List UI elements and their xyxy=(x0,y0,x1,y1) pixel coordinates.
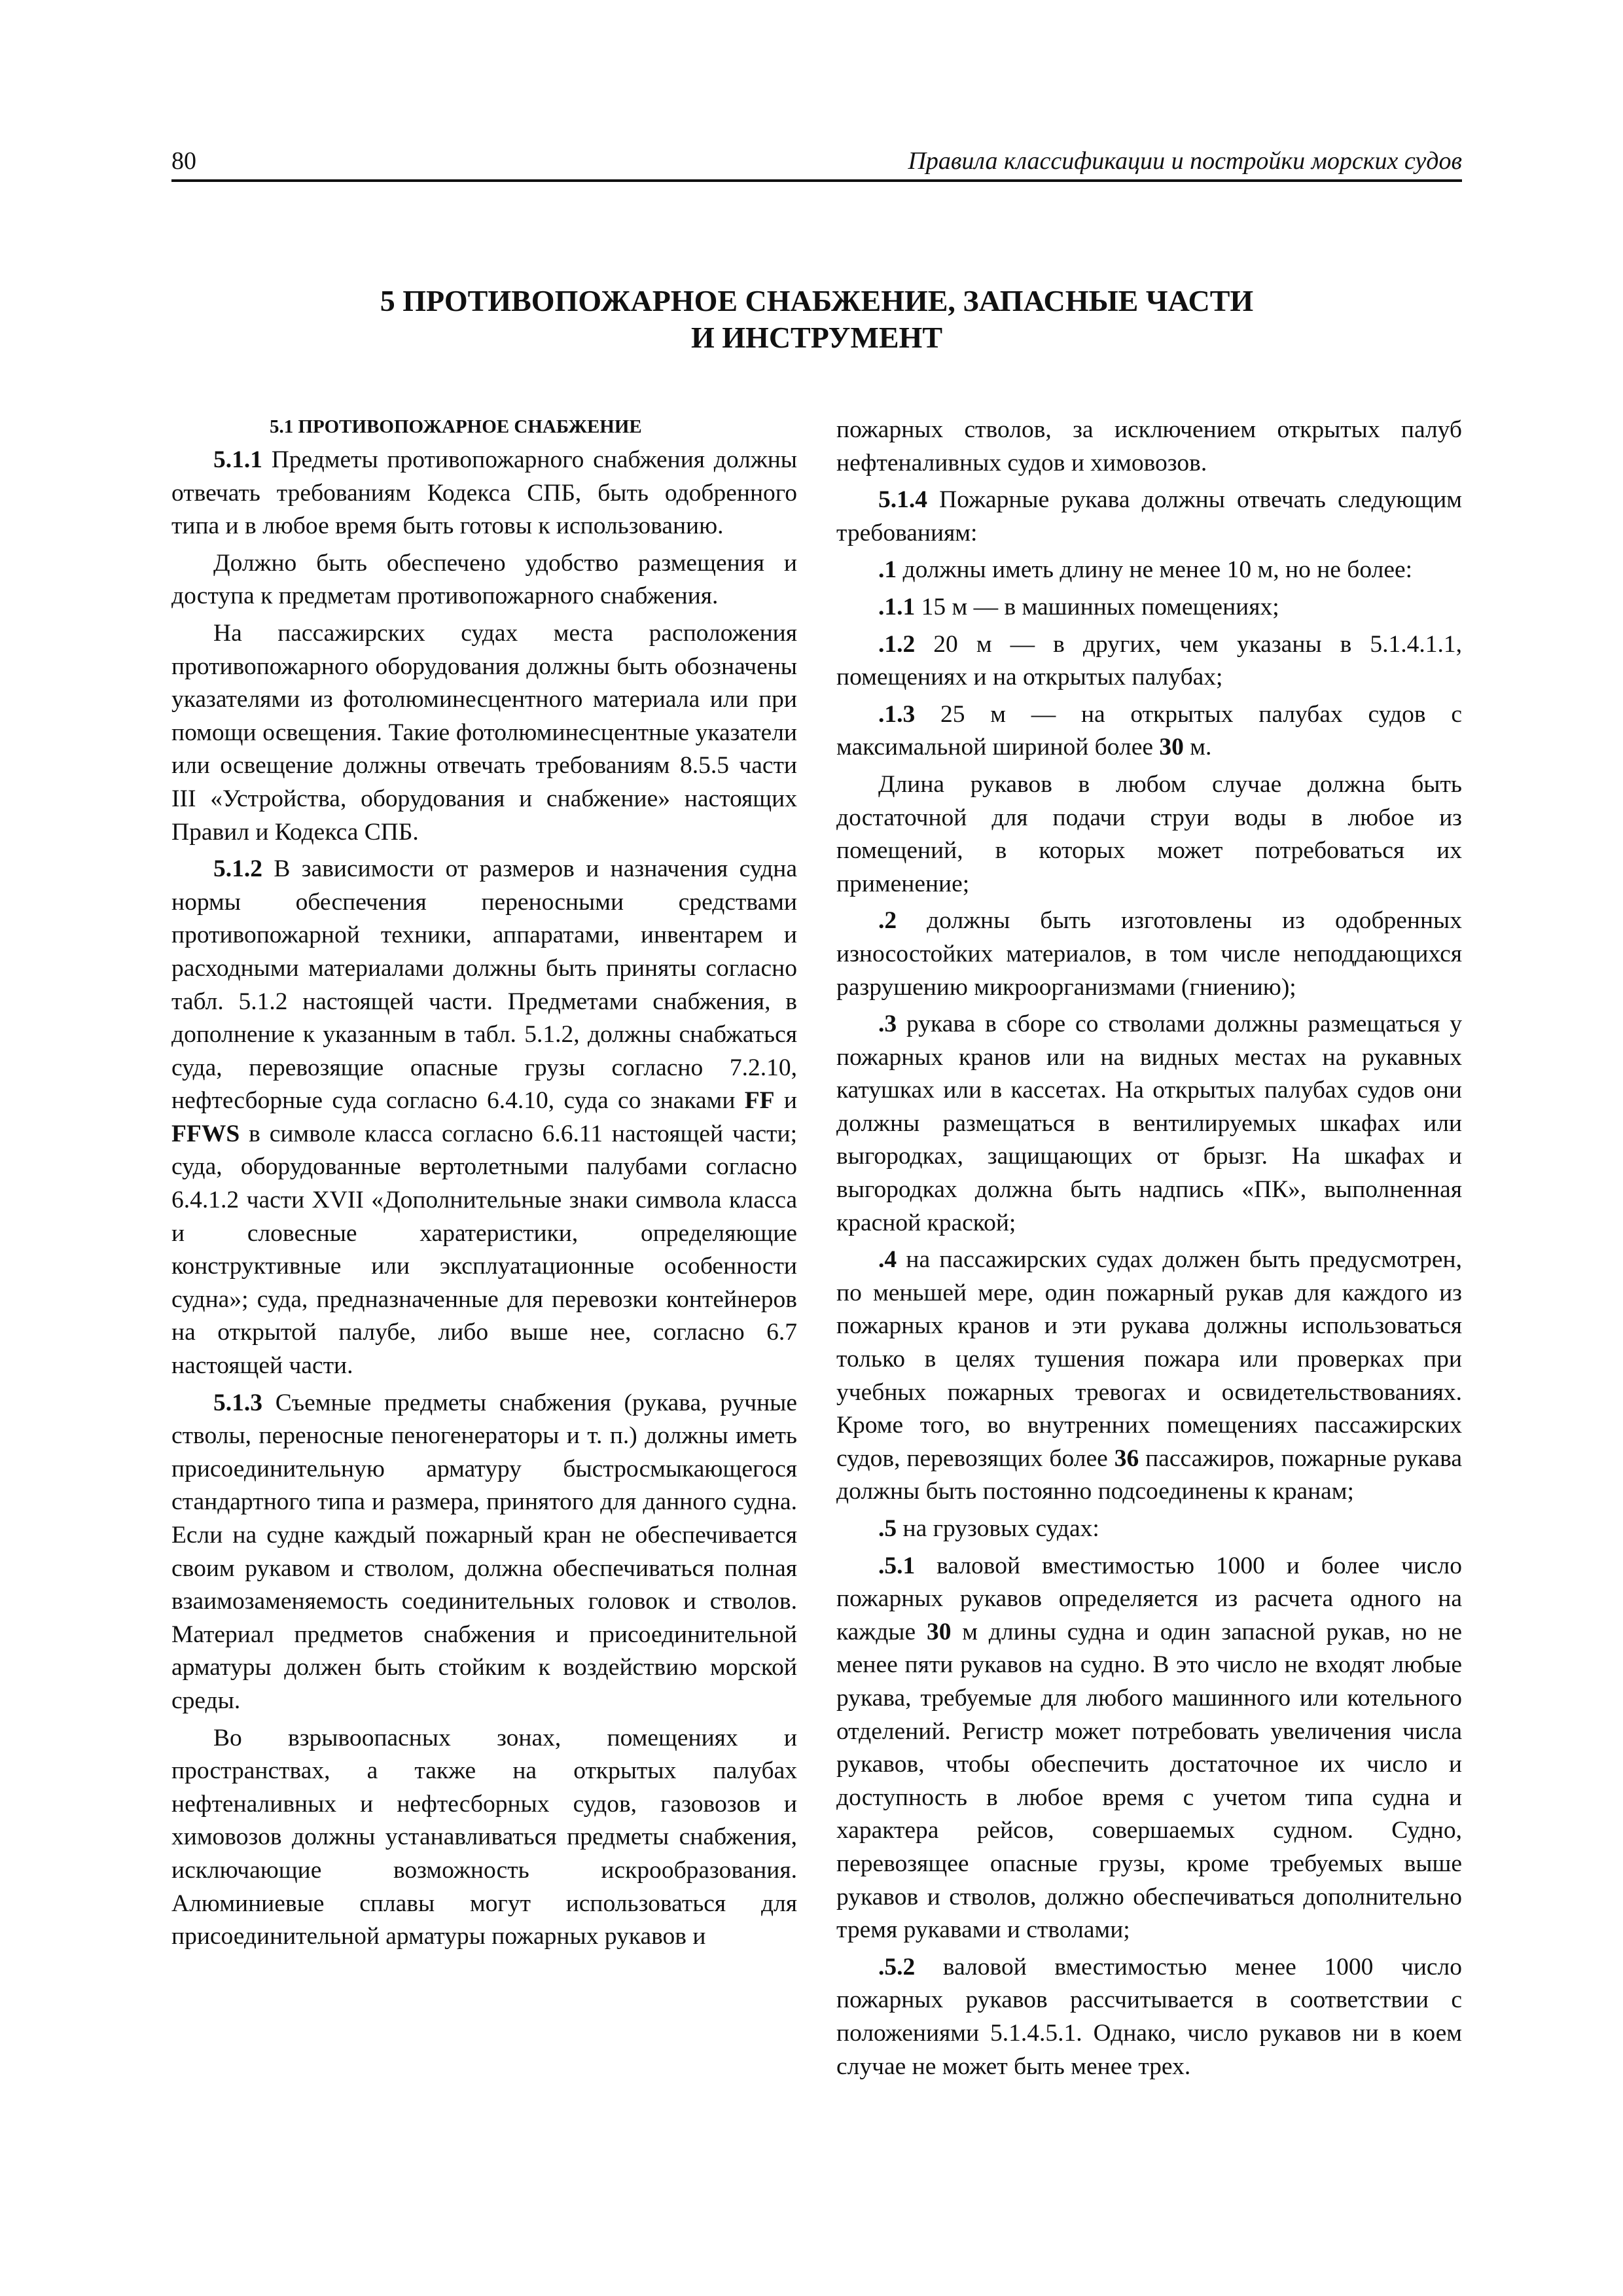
list-item xyxy=(836,905,1462,1004)
paragraph-text: Пожарные рукава должны отвечать следующим требованиям: xyxy=(836,486,1462,547)
item-number: .1.2 xyxy=(878,630,916,658)
paragraph-text: В зависимости от размеров и назначения судна нормы обеспечения переносными средствами противопожарной техники, аппаратами, инвентарем и расходными материалами должны быть приняты согласно табл. 5.1.2 настоящей части. Предметами снабжения, в дополнение к указанным в табл. 5.1.2, должны снабжаться суда, перевозящие опасные грузы согласно 7.2.10, нефтесборные суда согласно 6.4.10, суда со знаками xyxy=(171,855,797,1115)
item-text: валовой вместимостью менее 1000 число пожарных рукавов рассчитывается в соответствии с положениями 5.1.4.5.1. Однако, число рукавов ни в коем случае не может быть менее трех. xyxy=(836,1953,1462,2080)
item-text: рукава в сборе со стволами должны размещаться у пожарных кранов или на видных местах на рукавных катушках или в кассетах. На открытых палубах судов они должны размещаться в вентилируемых шкафах или выгородках, защищающих от брызг. На шкафах и выгородках должна быть надпись «ПК», выполненная красной краской; xyxy=(836,1011,1462,1236)
list-item xyxy=(836,1550,1462,1947)
paragraph: Должно быть обеспечено удобство размещения и доступа к предметам противопожарного снабжения. xyxy=(171,549,797,610)
list-item xyxy=(836,1951,1462,2083)
chapter-title-line-1: 5 ПРОТИВОПОЖАРНОЕ СНАБЖЕНИЕ, ЗАПАСНЫЕ ЧАСТИ xyxy=(380,284,1254,317)
list-item xyxy=(836,554,1462,587)
clause-number: 5.1.1 xyxy=(213,446,262,473)
section-heading: 5.1 ПРОТИВОПОЖАРНОЕ СНАБЖЕНИЕ xyxy=(270,416,642,437)
item-number: .5.2 xyxy=(878,1953,916,1981)
item-number: .4 xyxy=(878,1246,897,1274)
paragraph: Во взрывоопасных зонах, помещениях и пространствах, а также на открытых палубах нефтеналивных и нефтесборных судов, газовозов и химовозов должны устанавливаться предметы снабжения, исключающие возможность искрообразования. Алюминиевые сплавы могут использоваться для присоединительной арматуры пожарных рукавов и xyxy=(171,1724,797,1950)
paragraph-text: в символе класса согласно 6.6.11 настоящей части; суда, оборудованные вертолетными палубами согласно 6.4.1.2 части XVII «Дополнительные знаки символа класса и словесные харатеристики, определяющие конструктивные или эксплуатационные особенности судна»; суда, предназначенные для перевозки контейнеров на открытой палубе, либо выше нее, согласно 6.7 настоящей части. xyxy=(171,1120,797,1380)
item-text: пассажиров, пожарные рукава должны быть постоянно подсоединены к кранам; xyxy=(836,1444,1462,1505)
item-text: м. xyxy=(1183,734,1212,761)
chapter-title xyxy=(171,283,1462,356)
item-value: 36 xyxy=(1114,1444,1139,1472)
item-text: 25 м — на открытых палубах судов с максимальной шириной более xyxy=(836,700,1462,761)
paragraph xyxy=(171,444,797,543)
paragraph-text: и xyxy=(774,1087,797,1115)
class-notation: FFWS xyxy=(171,1120,240,1147)
item-number: .1.3 xyxy=(878,700,916,728)
item-text: должны иметь длину не менее 10 м, но не более: xyxy=(897,556,1413,584)
left-column xyxy=(171,414,797,1958)
clause-number: 5.1.2 xyxy=(213,855,262,883)
paragraph-continuation: пожарных стволов, за исключением открытых палуб нефтеналивных судов и химовозов. xyxy=(836,416,1462,476)
item-text: на пассажирских судах должен быть предусмотрен, по меньшей мере, один пожарный рукав для каждого из пожарных кранов и эти рукава должны использоваться только в целях тушения пожара или проверках при учебных пожарных тревогах и освидетельствованиях. Кроме того, во внутренних помещениях пассажирских судов, перевозящих более xyxy=(836,1246,1462,1472)
item-number: .5 xyxy=(878,1515,897,1542)
item-number: .5.1 xyxy=(878,1552,916,1579)
list-item xyxy=(836,1008,1462,1240)
paragraph xyxy=(171,853,797,1383)
item-text: 15 м — в машинных помещениях; xyxy=(915,593,1279,620)
list-item xyxy=(836,1244,1462,1509)
item-text: м длины судна и один запасной рукав, но не менее пяти рукавов на судно. В это число не входят любые рукава, требуемые для любого машинного или котельного отделений. Регистр может потребовать увеличения числа рукавов, чтобы обеспечить достаточное их число и доступность в любое время с учетом типа судна и характера рейсов, совершаемых судном. Судно, перевозящее опасные грузы, кроме требуемых выше рукавов и стволов, должно обеспечиваться дополнительно тремя рукавами и стволами; xyxy=(836,1618,1462,1944)
list-item xyxy=(836,591,1462,624)
class-notation: FF xyxy=(744,1087,775,1115)
item-number: .3 xyxy=(878,1011,897,1038)
list-item xyxy=(836,698,1462,764)
item-text: 20 м — в других, чем указаны в 5.1.4.1.1, помещениях и на открытых палубах; xyxy=(836,630,1462,691)
paragraph xyxy=(836,484,1462,550)
list-item xyxy=(836,628,1462,694)
page-header xyxy=(171,145,1462,182)
paragraph-text: Съемные предметы снабжения (рукава, ручные стволы, переносные пеногенераторы и т. п.) должны иметь присоединительную арматуру быстросмыкающегося стандартного типа и размера, принятого для данного судна. Если на судне каждый пожарный кран не обеспечивается своим рукавом и стволом, должна обеспечиваться полная взаимозаменяемость соединительных головок и стволов. Материал предметов снабжения и присоединительной арматуры должен быть стойким к воздействию морской среды. xyxy=(171,1389,797,1714)
item-value: 30 xyxy=(1159,734,1184,761)
item-text: на грузовых судах: xyxy=(897,1515,1099,1542)
item-number: .1.1 xyxy=(878,593,916,620)
clause-number: 5.1.3 xyxy=(213,1389,262,1416)
item-number: .2 xyxy=(878,907,897,935)
item-number: .1 xyxy=(878,556,897,584)
page-number: 80 xyxy=(171,147,196,175)
paragraph-text: Предметы противопожарного снабжения должны отвечать требованиям Кодекса СПБ, быть одобренного типа и в любое время быть готовы к использованию. xyxy=(171,446,797,540)
paragraph: Длина рукавов в любом случае должна быть достаточной для подачи струи воды в любое из помещений, в которых может потребоваться их применение; xyxy=(836,770,1462,897)
chapter-title-line-2: И ИНСТРУМЕНТ xyxy=(690,321,942,354)
running-title: Правила классификации и постройки морских судов xyxy=(908,147,1462,175)
paragraph: На пассажирских судах места расположения противопожарного оборудования должны быть обозначены указателями из фотолюминесцентного материала или при помощи освещения. Такие фотолюминесцентные указатели или освещение должны отвечать требованиям 8.5.5 части III «Устройства, оборудования и снабжение» настоящих Правил и Кодекса СПБ. xyxy=(171,619,797,846)
item-text: валовой вместимостью 1000 и более число пожарных рукавов определяется из расчета одного на каждые xyxy=(836,1552,1462,1645)
paragraph xyxy=(171,1387,797,1718)
right-column xyxy=(836,414,1462,2087)
item-text: должны быть изготовлены из одобренных износостойких материалов, в том числе неподдающихся разрушению микроорганизмами (гниению); xyxy=(836,907,1462,1001)
clause-number: 5.1.4 xyxy=(878,486,927,514)
item-value: 30 xyxy=(926,1618,952,1645)
list-item xyxy=(836,1513,1462,1546)
